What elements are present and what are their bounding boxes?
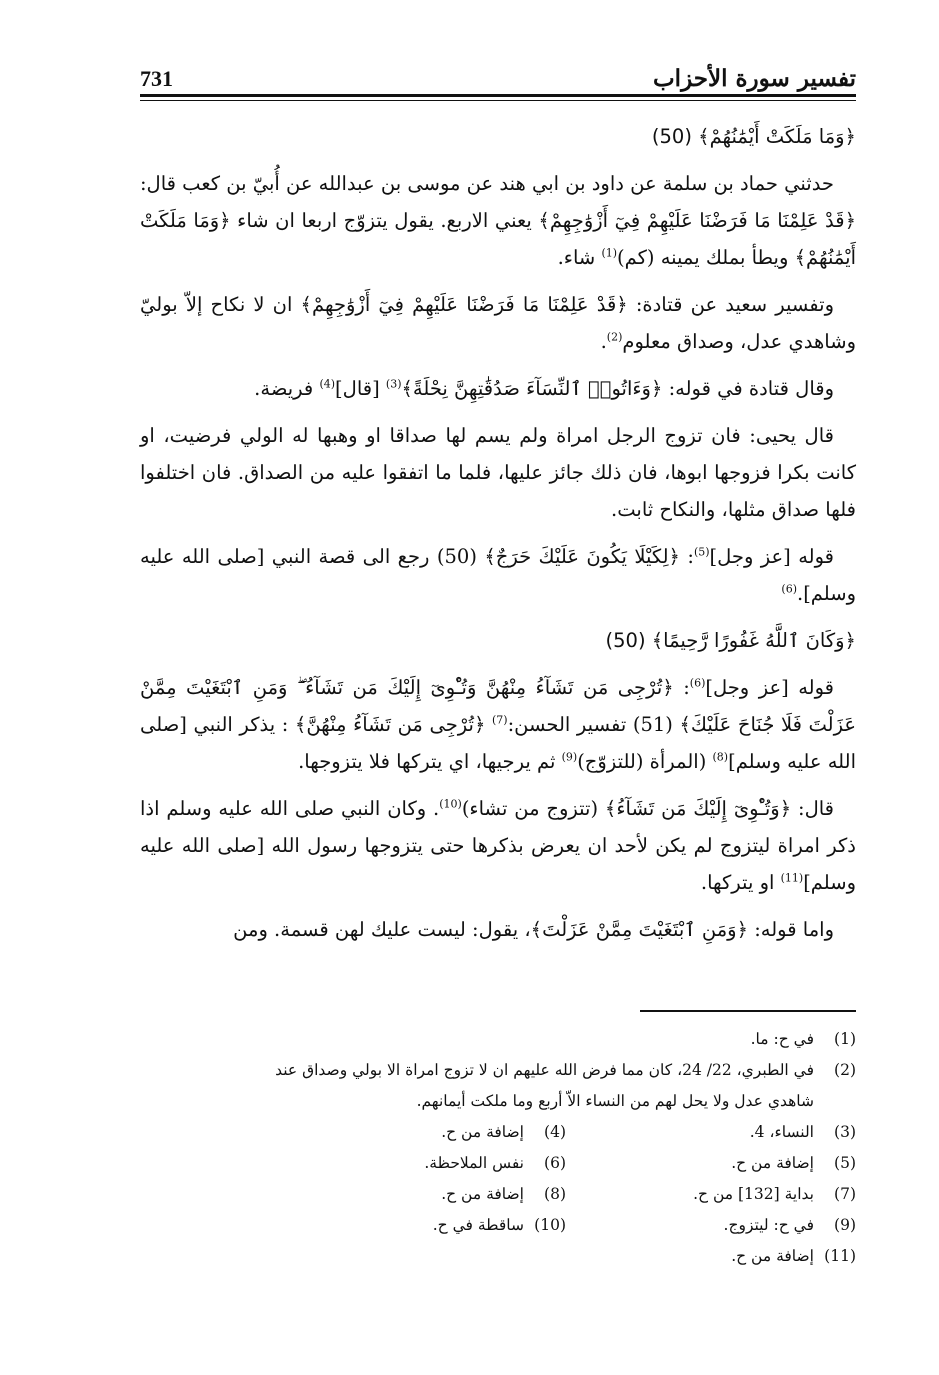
- footnote-row: [140, 1241, 856, 1272]
- verse-heading: ﴿وَمَا مَلَكَتْ أَيْمَٰنُهُمْ﴾ (50): [651, 125, 856, 148]
- footnote-ref: (6): [781, 582, 797, 596]
- footnote-ref: (1): [601, 246, 618, 260]
- footnote-continuation: شاهدي عدل ولا يحل لهم من النساء الاّ أربع وما ملكت أيمانهم.: [416, 1092, 814, 1110]
- footnote-item: (9) في ح: ليتزوج.: [723, 1216, 856, 1234]
- footnote-item: (7) بداية [132] من ح.: [693, 1185, 856, 1203]
- footnote-ref: (2): [606, 330, 623, 344]
- footnote-item: (2) في الطبري، 22/ 24، كان مما فرض الله عليهم ان لا تزوج امراة الا بولي وصداق عند: [275, 1061, 856, 1079]
- footnote-ref: (8): [712, 750, 729, 764]
- running-title: تفسير سورة الأحزاب: [653, 65, 856, 92]
- footnote-item: (5) إضافة من ح.: [731, 1154, 856, 1172]
- footnote-separator: [640, 1010, 856, 1012]
- footnote-row: [140, 1210, 856, 1241]
- page-number: 731: [140, 66, 173, 91]
- footnote-row: [140, 1024, 856, 1055]
- paragraph: وتفسير سعيد عن قتادة: ﴿قَدْ عَلِمْنَا مَا فَرَضْنَا عَلَيْهِمْ فِيٓ أَزْوَٰجِهِمْ﴾ ان لا نكاح إلاّ بوليّ وشاهدي عدل، وصداق معلوم$^{(2)}$.: [140, 293, 856, 353]
- footnote-ref: (5): [693, 545, 710, 559]
- header-rule-thick: [140, 94, 856, 97]
- footnote-item: (1) في ح: ما.: [750, 1030, 856, 1048]
- footnote-item: (3) النساء، 4.: [749, 1123, 856, 1141]
- header-rule-thin: [140, 100, 856, 101]
- footnote-item: (4) إضافة من ح.: [441, 1123, 566, 1141]
- footnote-item: (8) إضافة من ح.: [441, 1185, 566, 1203]
- footnote-ref: (3): [385, 377, 402, 391]
- footnote-ref: (7): [491, 713, 508, 727]
- footnote-item: (6) نفس الملاحظة.: [424, 1154, 566, 1172]
- footnote-item: (10) ساقطة في ح.: [432, 1216, 566, 1234]
- footnote-row: [140, 1117, 856, 1148]
- paragraph: واما قوله: ﴿وَمَنِ ٱبْتَغَيْتَ مِمَّنْ عَزَلْتَ﴾، يقول: ليست عليك لهن قسمة. ومن: [233, 918, 834, 941]
- paragraph: قال: ﴿وَتُـْٔوِىٓ إِلَيْكَ مَن تَشَآءُ﴾ (تتزوج من تشاء)$^{(10)}$. وكان النبي صلى الله عليه وسلم اذا ذكر امراة ليتزوج لم يكن لأحد ان يعرض بذكرها حتى يتزوجها رسول الله [صلى الله عليه وسلم]$^{(11)}$ او يتركها.: [140, 797, 856, 894]
- footnote-row: [140, 1179, 856, 1210]
- main-text: [140, 118, 856, 958]
- paragraph: قوله [عز وجل]$^{(6)}$: ﴿تُرْجِى مَن تَشَآءُ مِنْهُنَّ وَتُـْٔوِىٓ إِلَيْكَ مَن تَشَآءُ ۖ وَمَنِ ٱبْتَغَيْتَ مِمَّنْ عَزَلْتَ فَلَا جُنَاحَ عَلَيْكَ﴾ (51) تفسير الحسن:$^{(7)}$ ﴿تُرْجِى مَن تَشَآءُ مِنْهُنَّ﴾ : يذكر النبي [صلى الله عليه وسلم]$^{(8)}$ (المرأة (للتزوّج)$^{(9)}$ ثم يرجيها، اي يتركها فلا يتزوجها.: [140, 676, 856, 773]
- footnote-ref: (11): [780, 871, 804, 885]
- footnote-item: (11) إضافة من ح.: [731, 1247, 856, 1265]
- paragraph: حدثني حماد بن سلمة عن داود بن ابي هند عن موسى بن عبدالله عن أُبيّ بن كعب قال: ﴿قَدْ عَلِمْنَا مَا فَرَضْنَا عَلَيْهِمْ فِيٓ أَزْوَٰجِهِمْ﴾ يعني الاربع. يقول يتزوّج اربعا ان شاء ﴿وَمَا مَلَكَتْ أَيْمَٰنُهُمْ﴾ ويطأ بملك يمينه (كم)$^{(1)}$ شاء.: [139, 172, 856, 269]
- paragraph: قوله [عز وجل]$^{(5)}$: ﴿لِكَيْلَا يَكُونَ عَلَيْكَ حَرَجٌ﴾ (50) رجع الى قصة النبي [صلى الله عليه وسلم].$^{(6)}$: [140, 545, 856, 605]
- footnote-row: [140, 1148, 856, 1179]
- verse-heading: ﴿وَكَانَ ٱللَّهُ غَفُورًا رَّحِيمًا﴾ (50): [605, 629, 856, 652]
- footnotes: [140, 1024, 856, 1272]
- footnote-ref: (4): [319, 377, 336, 391]
- footnote-row: [140, 1055, 856, 1086]
- footnote-ref: (6): [689, 676, 706, 690]
- footnote-ref: (9): [561, 750, 578, 764]
- page-header: [140, 50, 856, 92]
- paragraph: قال يحيى: فان تزوج الرجل امراة ولم يسم لها صداقا او وهبها له الولي فرضيت، او كانت بكرا فزوجها ابوها، فان ذلك جائز عليها، فلما ما اتفقوا عليه من الصداق. فان اختلفوا فلها صداق مثلها، والنكاح ثابت.: [140, 424, 856, 521]
- footnote-ref: (10): [439, 797, 462, 811]
- paragraph: وقال قتادة في قوله: ﴿وَءَاتُوا۟ ٱلنِّسَآءَ صَدُقَٰتِهِنَّ نِحْلَةً﴾$^{(3)}$ [قال]$^{(4)}$ فريضة.: [254, 377, 834, 400]
